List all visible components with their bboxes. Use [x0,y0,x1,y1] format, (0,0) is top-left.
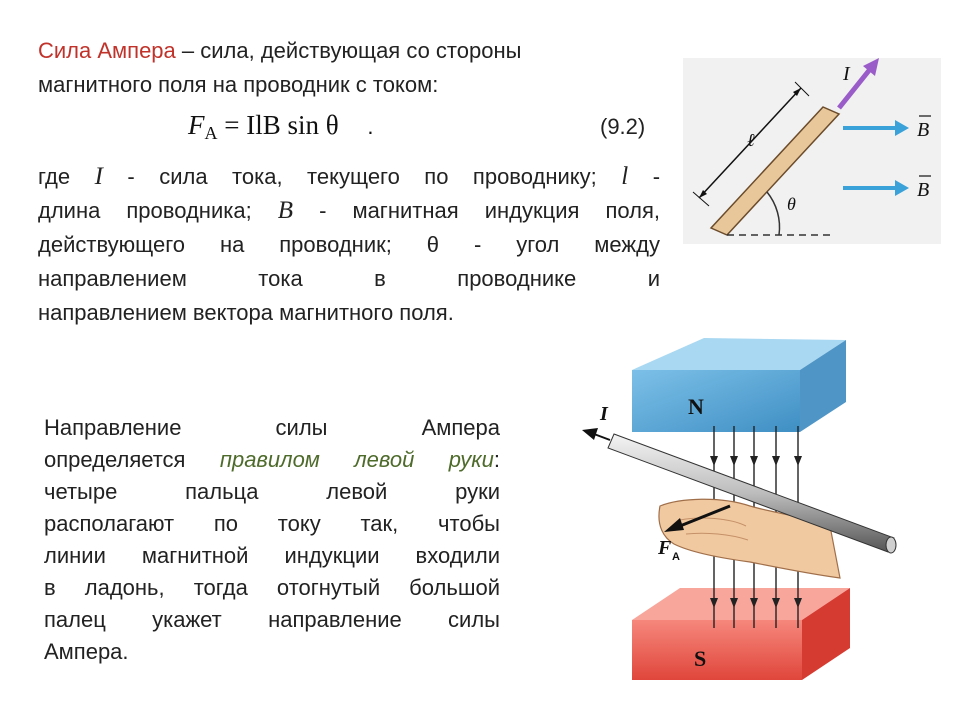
explanation-line2 [38,194,660,228]
explanation-text3a: действующего на проводник; [38,232,392,257]
rule-line6: в ладонь, тогда отогнутый большой [44,575,500,600]
explanation-line3 [38,228,660,262]
formula-dot: . [367,114,374,139]
explanation-text1: - сила тока, текущего по проводнику; [127,164,597,189]
symbol-induction: B [277,197,294,224]
explanation-text2a: длина проводника; [38,198,252,223]
ampere-formula [188,110,374,144]
south-label: S [694,646,707,671]
conductor-field-figure [683,58,941,244]
left-hand-rule-paragraph [44,412,500,668]
explanation-text2b: - магнитная индукция поля, [319,198,660,223]
explanation-paragraph [38,160,660,330]
force-label-sub: A [672,551,680,563]
definition-paragraph [38,34,660,102]
north-magnet-front [632,370,800,432]
dash: - [652,164,661,189]
rule-line7: палец укажет направление силы [44,607,500,632]
explanation-line1 [38,160,660,194]
south-magnet [632,588,850,680]
field-label-1: B [917,119,930,141]
word-where: где [38,164,71,189]
field-label-2: B [917,179,930,201]
current-label: I [843,63,850,85]
explanation-line4: направлением тока в проводнике и [38,266,660,291]
angle-label: θ [787,194,796,214]
north-magnet [632,338,846,432]
rod-end [886,537,896,553]
rule-line4: располагают по току так, чтобы [44,511,500,536]
formula-rhs: = IlB sin θ [224,110,339,140]
current-arrow-shaft [594,434,610,440]
north-label: N [688,394,704,419]
current-arrowhead [582,428,598,440]
symbol-current: I [94,163,103,190]
south-magnet-front [632,620,802,680]
explanation-text3b: - угол между [473,232,660,257]
equation-number: (9.2) [600,114,646,139]
current-label: I [600,403,608,425]
symbol-length: l [621,163,629,190]
formula-lhs: F [188,110,205,140]
rule-text-defined: определяется [44,447,186,472]
definition-line1: – сила, действующая со стороны [175,38,522,63]
rule-line2 [44,444,500,476]
colon: : [493,447,500,472]
rule-line8: Ампера. [44,639,129,664]
explanation-line5: направлением вектора магнитного поля. [38,300,454,325]
rule-line5: линии магнитной индукции входили [44,543,500,568]
left-hand-rule-term: правилом левой руки [219,447,494,472]
left-hand-rule-figure [570,330,900,710]
rule-line1: Направление силы Ампера [44,415,500,440]
term-ampere-force: Сила Ампера [38,38,176,63]
definition-line2: магнитного поля на проводник с током: [38,72,439,97]
length-label: ℓ [747,130,755,150]
force-label: F [658,537,672,559]
symbol-angle: θ [426,232,440,257]
formula-lhs-sub: A [204,123,218,143]
rule-line3: четыре пальца левой руки [44,479,500,504]
